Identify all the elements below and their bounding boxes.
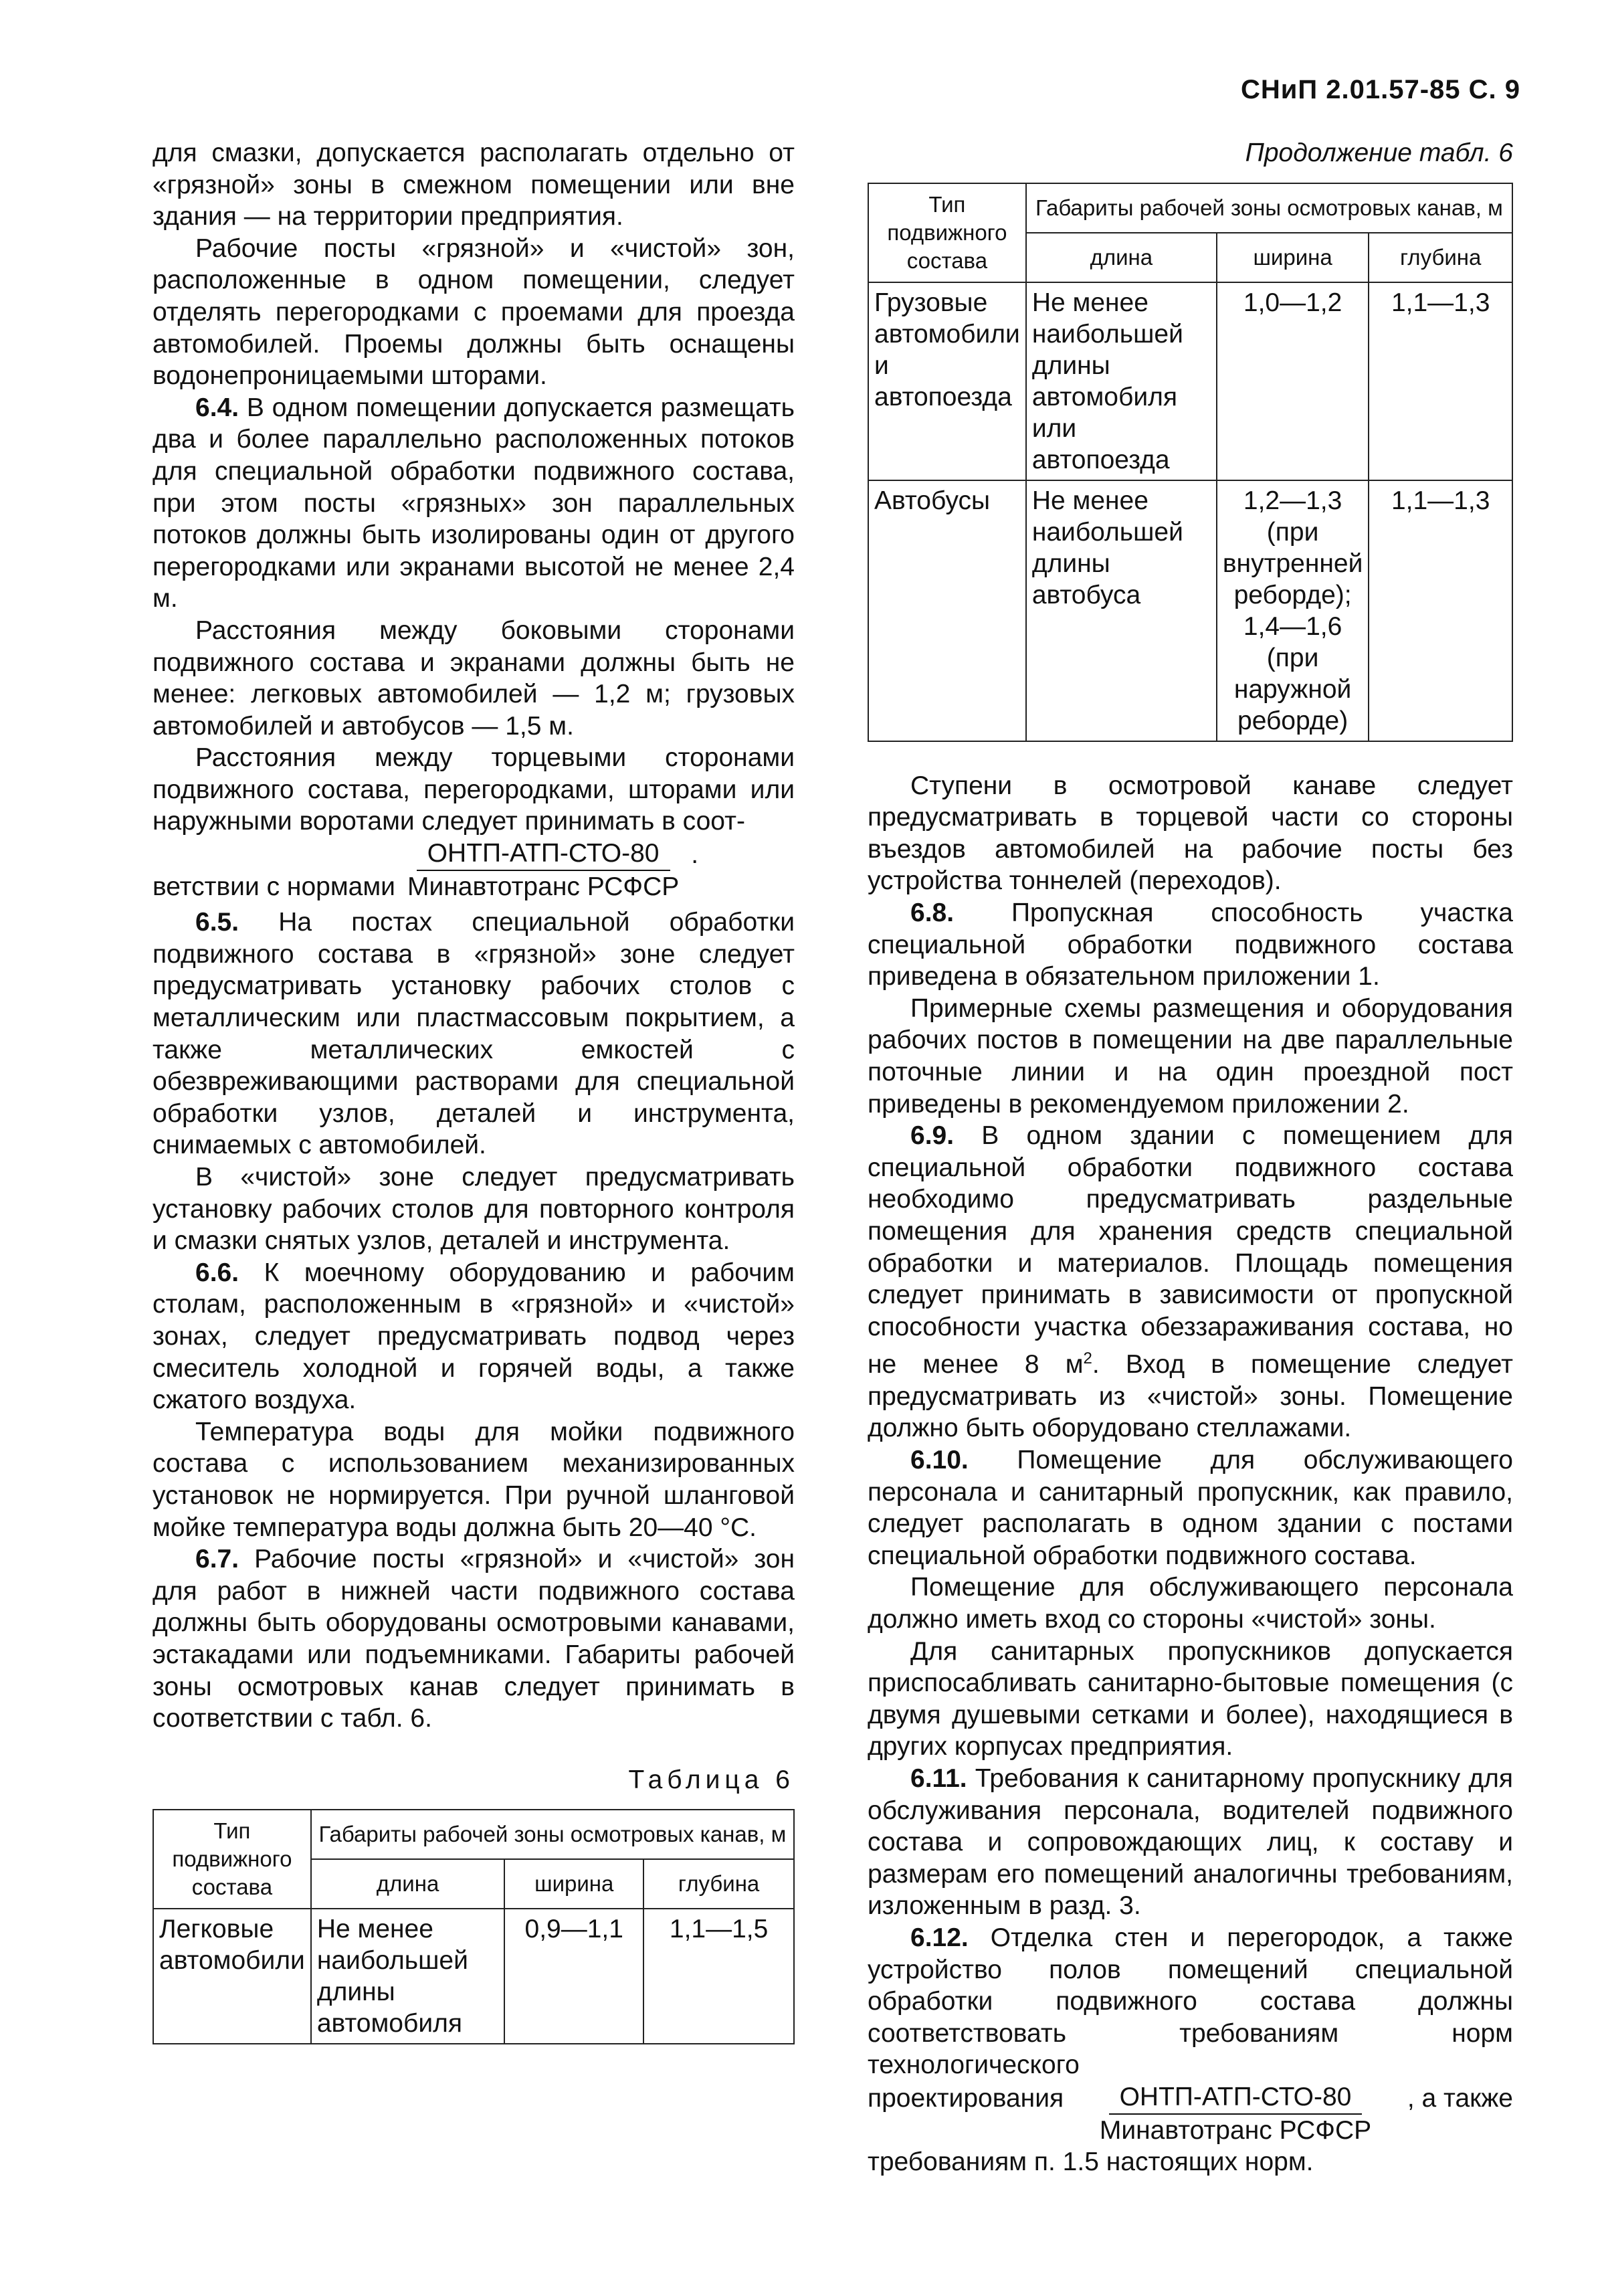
table-continuation-caption: Продолжение табл. 6 [1245,138,1513,167]
cell-type: Грузовые автомобили и автопоезда [868,282,1026,480]
cell-length: Не менее наибольшей длины автобуса [1026,480,1217,741]
table-row [868,480,1512,741]
header-vehicle-type: Тип подвижного состава [153,1810,311,1909]
section-6-12 [868,1922,1513,2081]
header-length: длина [311,1859,504,1909]
section-6-4 [153,392,795,615]
reference-lead-text: ветствии с нормами [153,872,395,901]
header-dimensions: Габариты рабочей зоны осмотровых канав, м [1026,183,1512,233]
norms-reference-line [868,2081,1513,2146]
left-column [153,137,795,2044]
cell-type: Автобусы [868,480,1026,741]
paragraph: Ступени в осмотровой канаве следует предусматривать в торцевой части со стороны въездов автомобилей на рабочие посты без устройства тоннелей (переходов). [868,771,1513,896]
section-6-11 [868,1763,1513,1922]
section-text: К моечному оборудованию и рабочим столам, расположенным в «грязной» и «чистой» зонах, следует предусматривать подвод через смеситель холодной и горячей воды, а также сжатого воздуха. [153,1258,795,1415]
cell-width: 0,9—1,1 [504,1909,643,2044]
section-6-7 [153,1543,795,1735]
section-text: Помещение для обслуживающего персонала и санитарный пропускник, как правило, следует располагать в одном здании с постами специальной обработки подвижного состава. [868,1446,1513,1570]
norms-fraction [403,838,683,902]
paragraph: В «чистой» зоне следует предусматривать установку рабочих столов для повторного контроля и смазки снятых узлов, деталей и инструмента. [153,1163,795,1256]
section-6-10 [868,1444,1513,1571]
paragraph: Температура воды для мойки подвижного состава с использованием механизированных установок не нормируется. При ручной шланговой мойке температура воды должна быть 20—40 °С. [153,1417,795,1542]
header-dimensions: Габариты рабочей зоны осмотровых канав, м [311,1810,794,1859]
section-text: Требования к санитарному пропускнику для обслуживания персонала, водителей подвижного состава и сопровождающих лиц, к составу и размерам его помещений аналогичны требованиям, изложенным в разд. 3. [868,1764,1513,1921]
norms-reference-line [153,838,795,902]
section-text: Рабочие посты «грязной» и «чистой» зон для работ в нижней части подвижного состава должны быть оборудованы осмотровыми канавами, эстакадами или подъемниками. Габариты рабочей зоны осмотровых канав следует принимать в соответствии с табл. 6. [153,1545,795,1733]
paragraph: Рабочие посты «грязной» и «чистой» зон, расположенные в одном помещении, следует отделять перегородками с проемами для проезда автомобилей. Проемы должны быть оснащены водонепроницаемыми шторами. [153,233,795,391]
norms-fraction [1096,2081,1375,2146]
section-6-6 [153,1257,795,1416]
paragraph: Расстояния между торцевыми сторонами подвижного состава, перегородками, шторами или наружными воротами следует принимать в соот- [153,743,795,836]
section-number: 6.8. [910,898,955,927]
section-number: 6.5. [195,908,239,937]
header-vehicle-type: Тип подвижного состава [868,183,1026,282]
fraction-denominator: Минавтотранс РСФСР [407,872,680,901]
cell-depth: 1,1—1,3 [1369,282,1512,480]
section-text-continued: . Вход в помещение следует предусматривать из «чистой» зоны. Помещение должно быть оборудовано стеллажами. [868,1350,1514,1443]
section-6-9 [868,1120,1513,1444]
cell-length: Не менее наибольшей длины автомобиля [311,1909,504,2044]
paragraph: Расстояния между боковыми сторонами подвижного состава и экранами должны быть не менее: легковых автомобилей — 1,2 м; грузовых автомобилей и автобусов — 1,5 м. [153,615,795,741]
section-6-8 [868,897,1513,993]
fraction-numerator: ОНТП-АТП-СТО-80 [417,838,670,871]
section-text: В одном помещении допускается размещать два и более параллельно расположенных потоков для специальной обработки подвижного состава, при этом посты «грязных» зон параллельных потоков должны быть изолированы один от другого перегородками или экранами высотой не менее 2,4 м. [153,393,795,613]
table-6-continued [868,183,1513,742]
cell-width: 1,2—1,3 (при внутренней реборде); 1,4—1,6 (при наружной реборде) [1217,480,1369,741]
cell-depth: 1,1—1,3 [1369,480,1512,741]
fraction-denominator: Минавтотранс РСФСР [1099,2115,1372,2145]
paragraph: Примерные схемы размещения и оборудования рабочих постов в помещении на две параллельные поточные линии и на один проездной пост приведены в рекомендуемом приложении 2. [868,993,1513,1119]
section-text: Пропускная способность участка специальной обработки подвижного состава приведена в обязательном приложении 1. [868,898,1513,991]
header-width: ширина [1217,233,1369,282]
paragraph: Помещение для обслуживающего персонала должно иметь вход со стороны «чистой» зоны. [868,1573,1513,1634]
paragraph: Для санитарных пропускников допускается приспосабливать санитарно-бытовые помещения (с двумя душевыми сетками и более), находящиеся в других корпусах предприятия. [868,1636,1513,1761]
cell-type: Легковые автомобили [153,1909,311,2044]
section-text: В одном здании с помещением для специальной обработки подвижного состава необходимо предусматривать раздельные помещения для хранения средств специальной обработки и материалов. Площадь помещения следует принимать в зависимости от пропускной способности участка обеззараживания состава, но не менее 8 м [868,1121,1513,1379]
section-text: На постах специальной обработки подвижного состава в «грязной» зоне следует предусматривать установку рабочих столов с металлическим или пластмассовым покрытием, а также металлических емкостей с обезвреживающими растворами для специальной обработки узлов, деталей и инструмента, снимаемых с автомобилей. [153,908,795,1160]
table-6 [153,1809,795,2044]
cell-length: Не менее наибольшей длины автомобиля или автопоезда [1026,282,1217,480]
header-depth: глубина [643,1859,794,1909]
fraction-numerator: ОНТП-АТП-СТО-80 [1109,2081,1363,2115]
section-number: 6.7. [195,1545,239,1574]
right-column [868,137,1513,2178]
reference-lead-text: проектирования [868,2083,1064,2113]
reference-tail: . [691,840,699,869]
paragraph: для смазки, допускается располагать отдельно от «грязной» зоны в смежном помещении или вне здания — на территории предприятия. [153,138,795,231]
section-number: 6.4. [195,393,239,422]
reference-tail: , а также [1407,2083,1513,2113]
section-number: 6.12. [910,1923,969,1952]
header-width: ширина [504,1859,643,1909]
section-6-5 [153,906,795,1161]
page-header: СНиП 2.01.57-85 С. 9 [1241,75,1520,104]
header-depth: глубина [1369,233,1512,282]
superscript: 2 [1083,1349,1092,1368]
section-number: 6.11. [910,1764,967,1793]
section-number: 6.6. [195,1258,239,1287]
header-length: длина [1026,233,1217,282]
section-number: 6.9. [910,1121,955,1151]
table-caption: Таблица 6 [628,1765,795,1794]
cell-depth: 1,1—1,5 [643,1909,794,2044]
table-row [868,282,1512,480]
cell-width: 1,0—1,2 [1217,282,1369,480]
table-row [153,1909,794,2044]
paragraph: требованиям п. 1.5 настоящих норм. [868,2147,1314,2177]
section-text: Отделка стен и перегородок, а также устройство полов помещений специальной обработки подвижного состава должны соответствовать требованиям норм технологического [868,1923,1513,2080]
section-number: 6.10. [910,1446,969,1475]
